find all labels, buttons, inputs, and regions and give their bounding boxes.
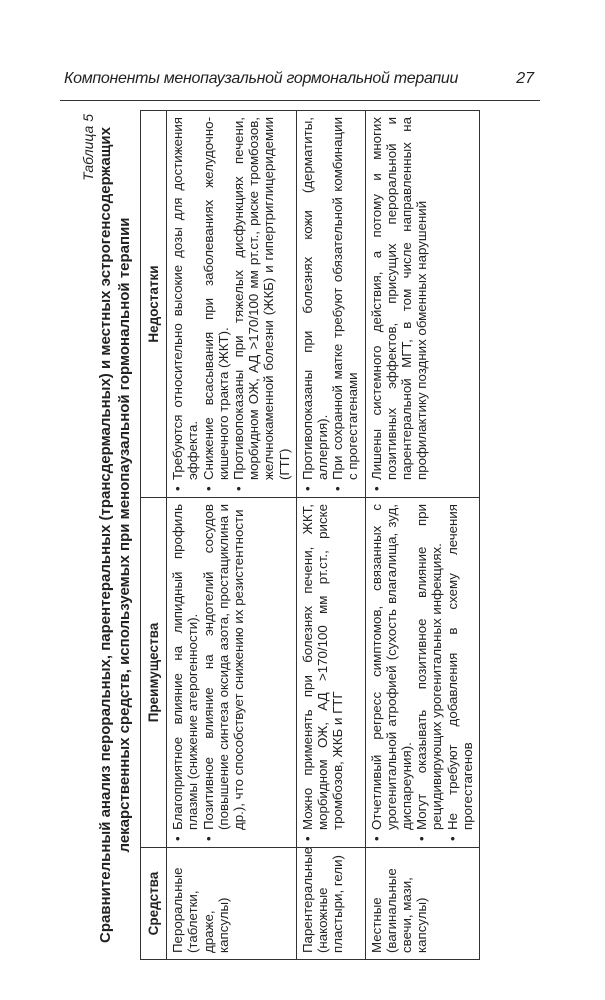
column-header-sredstva: Средства	[141, 848, 167, 960]
row-disadvantages-parenteral	[296, 111, 365, 498]
row-name-local: Местные (вагинальные свечи, мази, капсулы)	[365, 848, 479, 960]
row-advantages-local	[365, 498, 479, 848]
rotated-table-block	[80, 110, 570, 960]
running-header	[60, 62, 540, 101]
row-name-parenteral: Парентеральные (накожные пластыри, гели)	[296, 848, 365, 960]
row-disadvantages-peroral	[167, 111, 297, 498]
list-item: • Противопоказаны при болезнях кожи (дерматиты, аллергия).	[300, 117, 330, 491]
list-item: • Не требуют добавления в схему лечения прогестагенов	[445, 504, 475, 841]
list-item: • Могут оказывать позитивное влияние при рецидивирующих урогенитальных инфекциях.	[414, 504, 444, 841]
list-item: • Благоприятное влияние на липидный профиль плазмы (снижение атерогенности).	[170, 504, 200, 841]
list-item: • Требуются относительно высокие дозы для достижения эффекта.	[170, 117, 200, 491]
list-item: • Снижение всасывания при заболеваниях желудочно-кишечного тракта (ЖКТ).	[201, 117, 231, 491]
table-header-row	[141, 111, 167, 960]
row-disadvantages-local	[365, 111, 479, 498]
list-item: • Отчетливый регресс симптомов, связанных с урогенитальной атрофией (сухость влагалища, зуд, диспареуния).	[369, 504, 415, 841]
column-header-preimushchestva: Преимущества	[141, 498, 167, 848]
running-header-title: Компоненты менопаузальной гормональной терапии	[64, 70, 459, 87]
list-item: • Лишены системного действия, а потому и многих позитивных эффектов, присущих пероральной и парентеральной МГТ, в том числе направленных на профилактику поздних обменных нарушений	[369, 117, 430, 491]
table-row	[365, 111, 479, 960]
list-item: • Позитивное влияние на эндотелий сосудов (повышение синтеза оксида азота, простациклина и др.), что способствует снижению их резистентности	[201, 504, 247, 841]
list-item: • Можно применять при болезнях печени, ЖКТ, морбидном ОЖ, АД >170/100 мм рт.ст., риске тромбозов, ЖКБ и ГТГ	[300, 504, 346, 841]
column-header-nedostatki: Недостатки	[141, 111, 167, 498]
comparison-table	[140, 110, 480, 960]
list-item: • При сохранной матке требуют обязательной комбинации с прогестагенами	[330, 117, 360, 491]
table-label: Таблица 5	[80, 114, 96, 181]
table-caption-line-2: лекарственных средств, используемых при менопаузальной гормональной терапии	[116, 217, 133, 853]
page-number: 27	[516, 70, 534, 87]
table-row	[167, 111, 297, 960]
row-advantages-parenteral	[296, 498, 365, 848]
list-item: • Противопоказаны при тяжелых дисфункциях печени, морбидном ОЖ, АД >170/100 мм рт.ст., риске тромбозов, желчнокаменной болезни (ЖКБ) и гипертриглицеридемии (ГТГ)	[231, 117, 292, 491]
table-row	[296, 111, 365, 960]
table-caption	[96, 110, 134, 960]
table-caption-line-1: Сравнительный анализ пероральных, парентеральных (трансдермальных) и местных эстрогенсодержащих	[97, 127, 114, 943]
row-advantages-peroral	[167, 498, 297, 848]
row-name-peroral: Пероральные (таблетки, драже, капсулы)	[167, 848, 297, 960]
